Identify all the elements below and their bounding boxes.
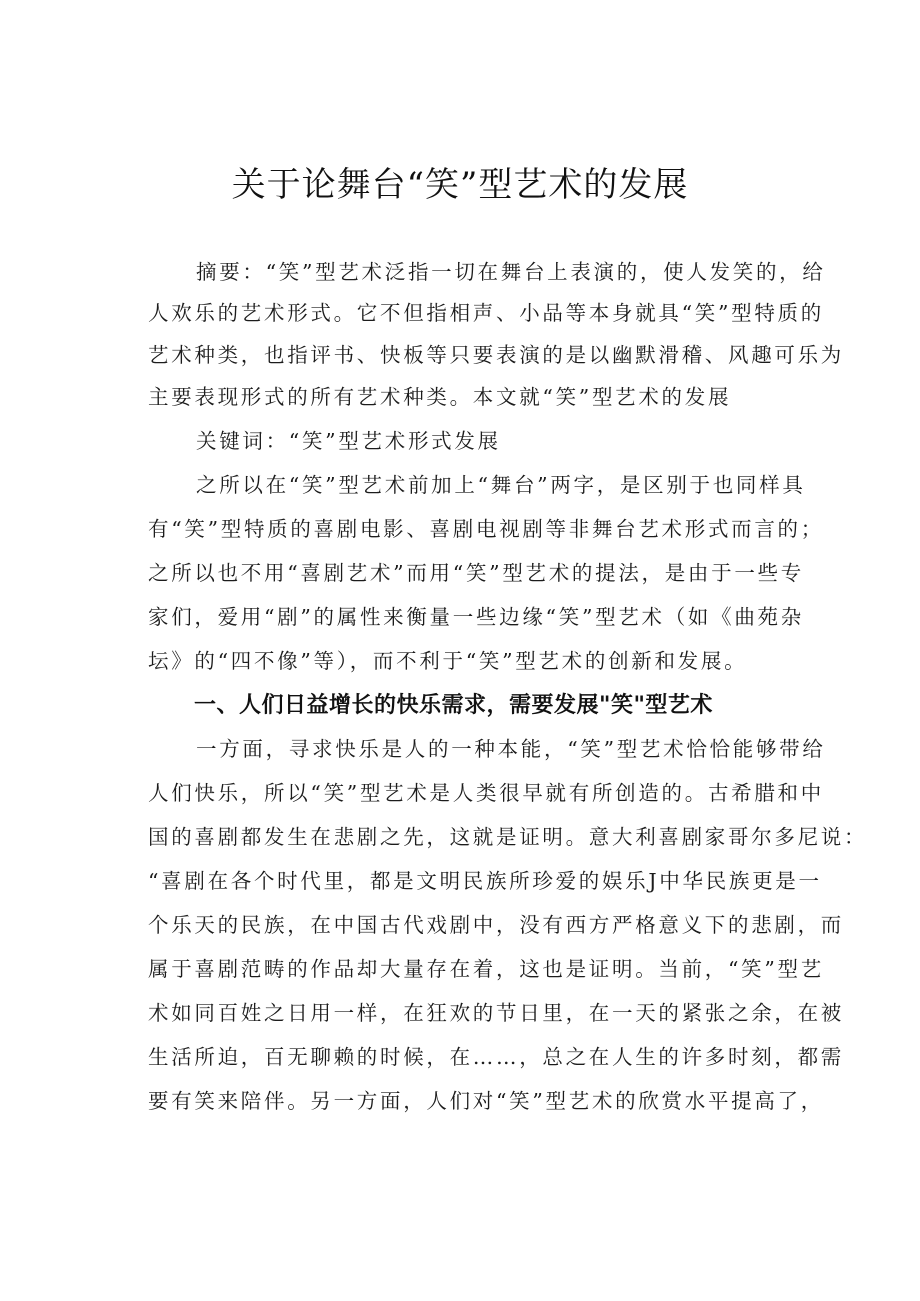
abstract-line: 摘要：“笑”型艺术泛指一切在舞台上表演的，使人发笑的，给: [196, 260, 826, 284]
intro-line: 之所以也不用“喜剧艺术”而用“笑”型艺术的提法，是由于一些专: [148, 561, 804, 585]
intro-line: 有“笑”型特质的喜剧电影、喜剧电视剧等非舞台艺术形式而言的；: [148, 517, 824, 541]
body-line: 生活所迫，百无聊赖的时候，在……，总之在人生的许多时刻，都需: [148, 1045, 844, 1069]
body-line: 一方面，寻求快乐是人的一种本能，“笑”型艺术恰恰能够带给: [196, 737, 826, 761]
body-line: 国的喜剧都发生在悲剧之先，这就是证明。意大利喜剧家哥尔多尼说：: [148, 825, 868, 849]
body-line: 要有笑来陪伴。另一方面，人们对“笑”型艺术的欣赏水平提高了，: [148, 1089, 824, 1113]
body-line: “喜剧在各个时代里，都是文明民族所珍爱的娱乐J中华民族更是一: [148, 869, 822, 893]
body-line: 人们快乐，所以“笑”型艺术是人类很早就有所创造的。古希腊和中: [148, 781, 824, 805]
keywords-line: 关键词：“笑”型艺术形式发展: [196, 429, 501, 453]
intro-line: 坛》的“四不像”等），而不利于“笑”型艺术的创新和发展。: [148, 649, 748, 673]
body-line: 属于喜剧范畴的作品却大量存在着，这也是证明。当前，“笑”型艺: [148, 957, 824, 981]
section-heading: 一、人们日益增长的快乐需求，需要发展"笑"型艺术: [194, 693, 713, 718]
abstract-line: 人欢乐的艺术形式。它不但指相声、小品等本身就具“笑”型特质的: [148, 301, 824, 325]
abstract-line: 艺术种类，也指评书、快板等只要表演的是以幽默滑稽、风趣可乐为: [148, 343, 844, 367]
intro-line: 家们，爱用“剧”的属性来衡量一些边缘“笑”型艺术（如《曲苑杂: [148, 605, 804, 629]
body-line: 个乐天的民族，在中国古代戏剧中，没有西方严格意义下的悲剧，而: [148, 913, 844, 937]
intro-line: 之所以在“笑”型艺术前加上“舞台”两字，是区别于也同样具: [196, 473, 806, 497]
abstract-line: 主要表现形式的所有艺术种类。本文就“笑”型艺术的发展: [148, 385, 732, 409]
body-line: 术如同百姓之日用一样，在狂欢的节日里，在一天的紧张之余，在被: [148, 1001, 844, 1025]
document-title: 关于论舞台“笑”型艺术的发展: [231, 165, 689, 205]
